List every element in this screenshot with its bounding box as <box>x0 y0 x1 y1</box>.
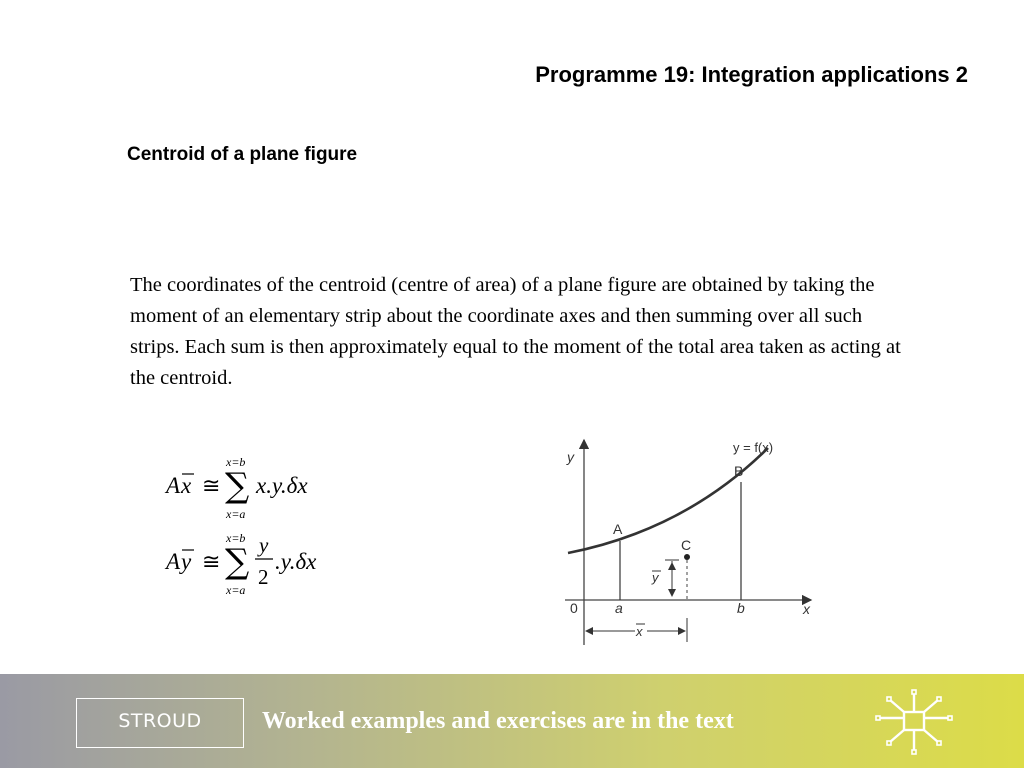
footer-text: Worked examples and exercises are in the text <box>262 708 734 734</box>
eq1-lower-limit: x=a <box>226 507 246 521</box>
equation-x-svg <box>160 452 380 522</box>
eq2-frac-numerator: y <box>259 533 269 557</box>
equation-y-svg <box>160 528 380 598</box>
point-a-label: A <box>613 521 623 537</box>
eq1-sigma: ∑ <box>225 466 250 506</box>
eq2-upper-limit: x=b <box>226 531 246 545</box>
stroud-brand-box <box>76 698 244 748</box>
centroid-label: C <box>681 537 692 553</box>
equation-x-moment <box>160 452 380 527</box>
ybar-label: y <box>652 570 659 585</box>
eq2-lhs-ybar: y <box>181 549 192 574</box>
eq2-approx: ≅ <box>202 549 221 574</box>
tick-a-label: a <box>615 600 623 616</box>
circuit-logo-icon <box>872 688 956 758</box>
eq1-lhs-a: A <box>166 473 181 498</box>
centroid-diagram <box>555 430 825 660</box>
body-paragraph: The coordinates of the centroid (centre of area) of a plane figure are obtained by taking the moment of an elementary strip about the coordinate axes and then summing over all such strips. Each sum is then approximately equal to the moment of the total area taken as acting at the centroid. <box>130 274 901 389</box>
section-heading: Centroid of a plane figure <box>127 144 358 165</box>
point-b-label: B <box>734 463 744 479</box>
tick-b-label: b <box>737 600 745 616</box>
eq2-lower-limit: x=a <box>226 583 246 597</box>
origin-label: 0 <box>570 600 578 616</box>
eq1-upper-limit: x=b <box>226 455 246 469</box>
eq1-lhs-xbar: x <box>181 473 192 498</box>
equation-y-moment <box>160 528 380 603</box>
eq2-rhs: .y.δx <box>275 549 317 574</box>
eq1-approx: ≅ <box>202 473 221 498</box>
eq2-frac-denominator: 2 <box>258 565 269 589</box>
stroud-brand-label: STROUD <box>118 710 202 732</box>
y-axis-label: y <box>567 449 574 465</box>
curve-label: y = f(x) <box>733 440 774 455</box>
eq2-lhs-a: A <box>166 549 181 574</box>
footer-bar <box>0 674 1024 768</box>
eq1-rhs: x.y.δx <box>256 473 308 498</box>
x-axis-label: x <box>803 601 810 617</box>
page-title: Programme 19: Integration applications 2 <box>535 62 968 87</box>
eq2-sigma: ∑ <box>225 542 250 582</box>
centroid-point <box>684 554 690 560</box>
xbar-label: x <box>636 624 643 639</box>
centroid-diagram-svg <box>555 430 825 655</box>
